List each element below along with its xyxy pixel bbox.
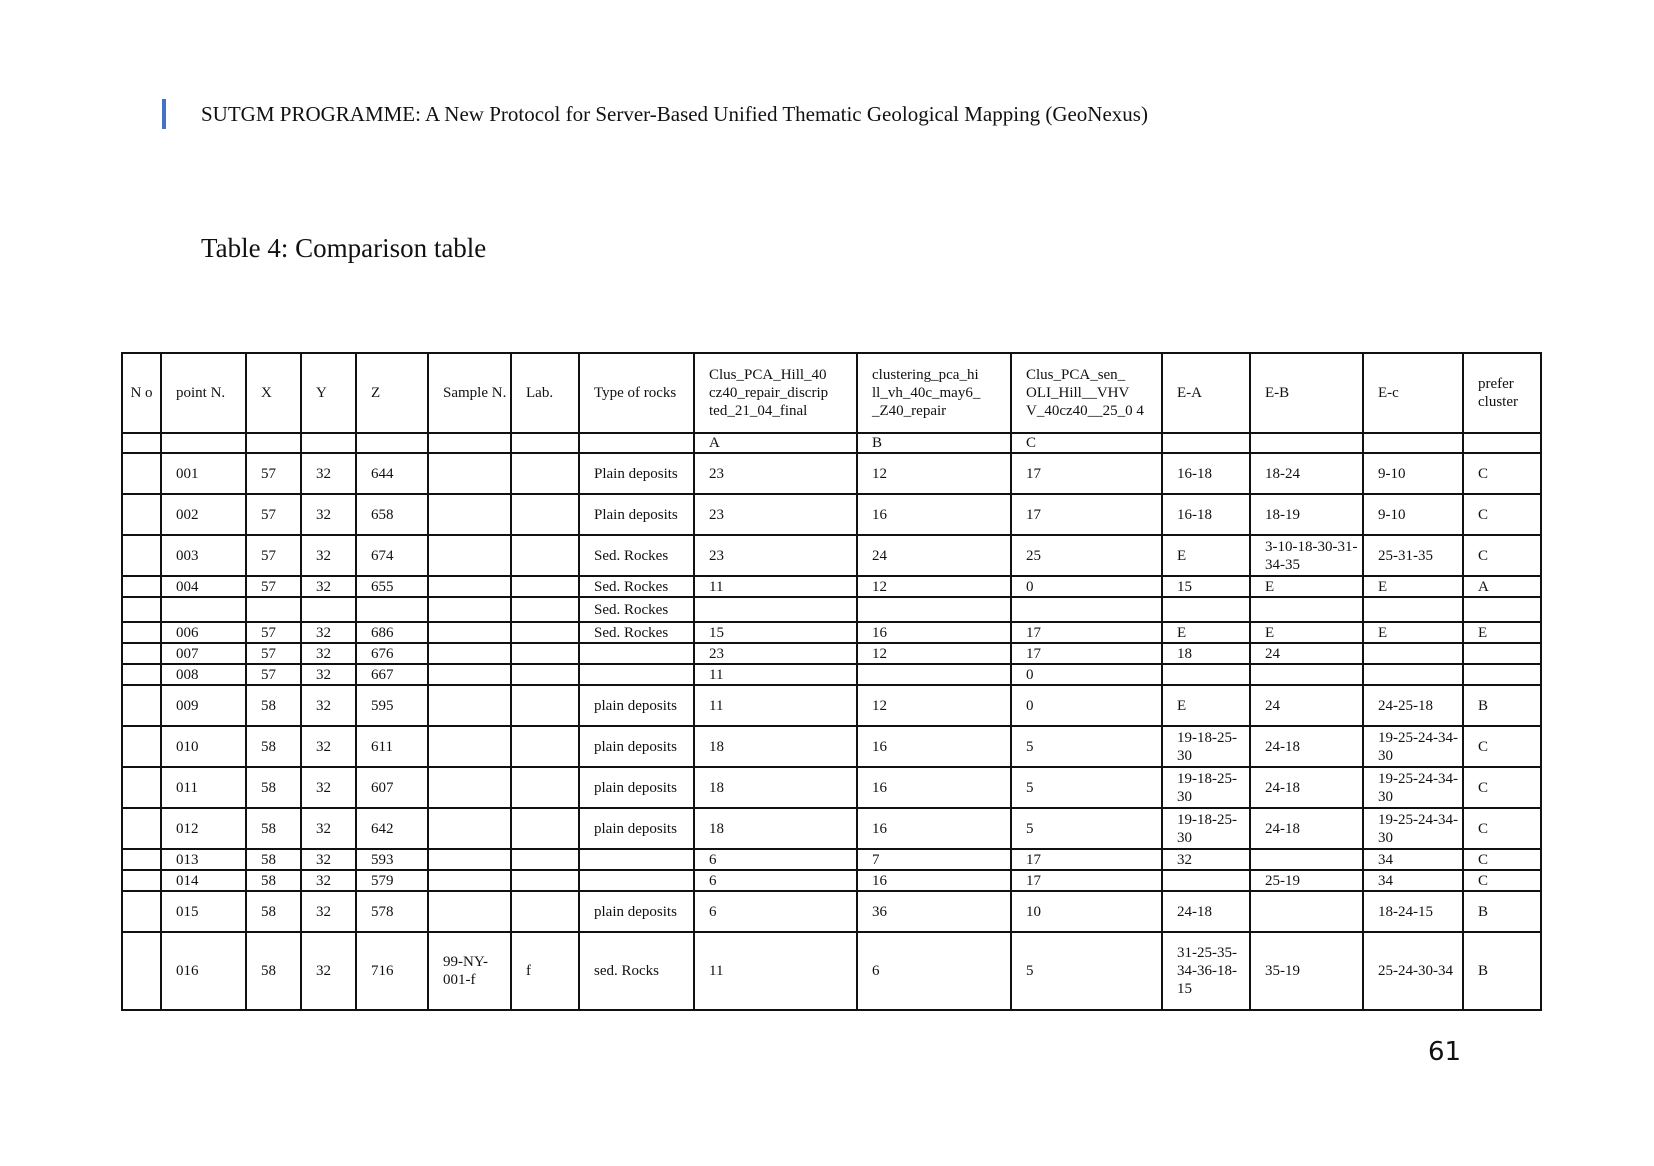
cell-type: sed. Rocks <box>579 932 694 1010</box>
cell-eb: 24 <box>1250 643 1363 664</box>
cell-lab <box>511 767 579 808</box>
cell-lab <box>511 597 579 622</box>
cell-point: 003 <box>161 535 246 576</box>
cell-point: 013 <box>161 849 246 870</box>
cell-a: 23 <box>694 494 857 535</box>
cell-x: 57 <box>246 535 301 576</box>
cell-b: 16 <box>857 767 1011 808</box>
cell-eb: 3-10-18-30-31-34-35 <box>1250 535 1363 576</box>
cell-x: 57 <box>246 576 301 597</box>
cell-a <box>694 597 857 622</box>
cell-type: plain deposits <box>579 685 694 726</box>
cell-b: 16 <box>857 870 1011 891</box>
cell-prefer: C <box>1463 535 1541 576</box>
cell-b: 16 <box>857 622 1011 643</box>
cell-c: 0 <box>1011 685 1162 726</box>
cell-lab <box>511 808 579 849</box>
cell-b <box>857 597 1011 622</box>
cell-c: 5 <box>1011 932 1162 1010</box>
cell-ea: 19-18-25-30 <box>1162 726 1250 767</box>
column-header-type: Type of rocks <box>579 353 694 433</box>
table-row <box>122 726 1541 767</box>
cell-lab <box>511 643 579 664</box>
table-header-row <box>122 353 1541 433</box>
cell-y: 32 <box>301 494 356 535</box>
cell-b: 12 <box>857 643 1011 664</box>
cell-no <box>122 664 161 685</box>
table-row <box>122 891 1541 932</box>
cell-x: 58 <box>246 849 301 870</box>
cell-b: 16 <box>857 494 1011 535</box>
cell-eb: 24 <box>1250 685 1363 726</box>
cell-lab <box>511 726 579 767</box>
cell-b: 16 <box>857 808 1011 849</box>
running-header: SUTGM PROGRAMME: A New Protocol for Server-Based Unified Thematic Geological Mapping (GeoNexus) <box>201 102 1148 126</box>
cell-ea <box>1162 597 1250 622</box>
cell-y: 32 <box>301 870 356 891</box>
cell-ec: 25-24-30-34 <box>1363 932 1463 1010</box>
cell-z: 655 <box>356 576 428 597</box>
cell-sample <box>428 453 511 494</box>
table-row <box>122 576 1541 597</box>
cell-type: plain deposits <box>579 726 694 767</box>
cell-ec: 34 <box>1363 870 1463 891</box>
cell-ea: 15 <box>1162 576 1250 597</box>
table-row <box>122 767 1541 808</box>
cell-ea: E <box>1162 685 1250 726</box>
cell-prefer: A <box>1463 576 1541 597</box>
cell-eb: 18-19 <box>1250 494 1363 535</box>
cell-sample <box>428 535 511 576</box>
column-header-x: X <box>246 353 301 433</box>
cell-x: 58 <box>246 870 301 891</box>
cell-sample <box>428 664 511 685</box>
column-header-cluster-b: clustering_pca_hi ll_vh_40c_may6_ _Z40_repair <box>857 353 1011 433</box>
column-header-cluster-c: Clus_PCA_sen_ OLI_Hill__VHV V_40cz40__25_0 4 <box>1011 353 1162 433</box>
cell-y: 32 <box>301 767 356 808</box>
table-body <box>122 453 1541 1010</box>
cell-no <box>122 932 161 1010</box>
cell-y: 32 <box>301 664 356 685</box>
table-row <box>122 643 1541 664</box>
cell-x: 58 <box>246 808 301 849</box>
cell-ea: 32 <box>1162 849 1250 870</box>
cell-no <box>122 767 161 808</box>
cell-ea: E <box>1162 535 1250 576</box>
cell-lab <box>511 494 579 535</box>
table-row <box>122 453 1541 494</box>
cell-point: 011 <box>161 767 246 808</box>
cell-prefer: B <box>1463 685 1541 726</box>
cell-point: 012 <box>161 808 246 849</box>
cell-sample <box>428 870 511 891</box>
cell-sample <box>428 597 511 622</box>
cell-c: 10 <box>1011 891 1162 932</box>
cell-x <box>246 597 301 622</box>
cell-ea: 19-18-25-30 <box>1162 767 1250 808</box>
cell-prefer: C <box>1463 494 1541 535</box>
cell-point: 010 <box>161 726 246 767</box>
cell-type <box>579 849 694 870</box>
table-row <box>122 849 1541 870</box>
cell-x: 58 <box>246 726 301 767</box>
cell-no <box>122 891 161 932</box>
table-caption: Table 4: Comparison table <box>201 233 487 263</box>
cell-a: 18 <box>694 726 857 767</box>
cell-sample <box>428 891 511 932</box>
cell-no <box>122 597 161 622</box>
cell-b: 24 <box>857 535 1011 576</box>
cell-no <box>122 849 161 870</box>
cell-a: 11 <box>694 685 857 726</box>
cell-ec: 9-10 <box>1363 453 1463 494</box>
cluster-label-b: B <box>857 433 1011 453</box>
cell-prefer: C <box>1463 808 1541 849</box>
cell-sample <box>428 622 511 643</box>
column-header-e-b: E-B <box>1250 353 1363 433</box>
cell-point: 001 <box>161 453 246 494</box>
cell-prefer: B <box>1463 932 1541 1010</box>
cell-y: 32 <box>301 685 356 726</box>
cell-sample: 99-NY-001-f <box>428 932 511 1010</box>
page-number: 61 <box>1428 1037 1462 1067</box>
cell-eb: 18-24 <box>1250 453 1363 494</box>
cell-ea: 16-18 <box>1162 453 1250 494</box>
cell-type: Sed. Rockes <box>579 576 694 597</box>
cell-z: 674 <box>356 535 428 576</box>
cell-x: 57 <box>246 643 301 664</box>
cell-ec: 18-24-15 <box>1363 891 1463 932</box>
cell-b: 12 <box>857 576 1011 597</box>
cell-type <box>579 643 694 664</box>
column-header-e-a: E-A <box>1162 353 1250 433</box>
cell-b: 7 <box>857 849 1011 870</box>
cell-eb: 25-19 <box>1250 870 1363 891</box>
cell-a: 6 <box>694 891 857 932</box>
cell-y: 32 <box>301 576 356 597</box>
cell-x: 57 <box>246 622 301 643</box>
cell-y: 32 <box>301 453 356 494</box>
cell-x: 58 <box>246 767 301 808</box>
cell-type: Sed. Rockes <box>579 535 694 576</box>
cluster-label-row <box>122 433 1541 453</box>
cell-prefer <box>1463 664 1541 685</box>
cell-no <box>122 726 161 767</box>
cell-ec: 19-25-24-34-30 <box>1363 726 1463 767</box>
cell-no <box>122 494 161 535</box>
cell-ec <box>1363 664 1463 685</box>
cell-z: 642 <box>356 808 428 849</box>
cell-point: 016 <box>161 932 246 1010</box>
cell-c: 17 <box>1011 643 1162 664</box>
cell-eb <box>1250 891 1363 932</box>
cell-x: 58 <box>246 685 301 726</box>
cell-c: 17 <box>1011 494 1162 535</box>
cell-type: plain deposits <box>579 767 694 808</box>
cell-eb <box>1250 849 1363 870</box>
cell-ea <box>1162 664 1250 685</box>
cell-no <box>122 453 161 494</box>
cell-ec: 19-25-24-34-30 <box>1363 808 1463 849</box>
column-header-z: Z <box>356 353 428 433</box>
cell-z: 658 <box>356 494 428 535</box>
cell-y: 32 <box>301 849 356 870</box>
cell-c: 25 <box>1011 535 1162 576</box>
cell-a: 11 <box>694 576 857 597</box>
cluster-label-c: C <box>1011 433 1162 453</box>
cell-point: 015 <box>161 891 246 932</box>
cell-prefer: C <box>1463 726 1541 767</box>
cell-eb: 35-19 <box>1250 932 1363 1010</box>
cell-point: 008 <box>161 664 246 685</box>
cell-prefer: C <box>1463 870 1541 891</box>
cell-ea: 16-18 <box>1162 494 1250 535</box>
comparison-table <box>121 352 1542 1011</box>
cell-prefer <box>1463 597 1541 622</box>
cell-ec: 9-10 <box>1363 494 1463 535</box>
cell-lab <box>511 576 579 597</box>
cell-no <box>122 535 161 576</box>
cell-y: 32 <box>301 643 356 664</box>
cell-a: 23 <box>694 453 857 494</box>
table-row <box>122 808 1541 849</box>
cell-lab <box>511 664 579 685</box>
cell-y <box>301 597 356 622</box>
cell-z: 716 <box>356 932 428 1010</box>
cell-sample <box>428 576 511 597</box>
cell-no <box>122 808 161 849</box>
cell-lab <box>511 685 579 726</box>
cell-sample <box>428 643 511 664</box>
cell-lab: f <box>511 932 579 1010</box>
cell-z <box>356 597 428 622</box>
column-header-sample: Sample N. <box>428 353 511 433</box>
cell-y: 32 <box>301 932 356 1010</box>
cell-y: 32 <box>301 535 356 576</box>
cell-c: 5 <box>1011 726 1162 767</box>
cell-type <box>579 870 694 891</box>
cluster-label-a: A <box>694 433 857 453</box>
cell-prefer <box>1463 643 1541 664</box>
cell-lab <box>511 891 579 932</box>
cell-b <box>857 664 1011 685</box>
cell-x: 58 <box>246 891 301 932</box>
cell-z: 579 <box>356 870 428 891</box>
cell-sample <box>428 494 511 535</box>
table-row <box>122 622 1541 643</box>
cell-b: 12 <box>857 453 1011 494</box>
cell-lab <box>511 535 579 576</box>
cell-type: Sed. Rockes <box>579 622 694 643</box>
cell-y: 32 <box>301 622 356 643</box>
cell-z: 595 <box>356 685 428 726</box>
cell-eb: 24-18 <box>1250 726 1363 767</box>
cell-z: 607 <box>356 767 428 808</box>
cell-c: 5 <box>1011 808 1162 849</box>
cell-c: 5 <box>1011 767 1162 808</box>
cell-x: 57 <box>246 494 301 535</box>
cell-ec: E <box>1363 576 1463 597</box>
table-row <box>122 932 1541 1010</box>
cell-eb: 24-18 <box>1250 767 1363 808</box>
cell-c: 17 <box>1011 870 1162 891</box>
cell-no <box>122 643 161 664</box>
cell-ec: 25-31-35 <box>1363 535 1463 576</box>
cell-a: 11 <box>694 664 857 685</box>
table-row <box>122 535 1541 576</box>
cell-b: 16 <box>857 726 1011 767</box>
column-header-prefer: prefer cluster <box>1463 353 1541 433</box>
cell-a: 23 <box>694 643 857 664</box>
cell-ec <box>1363 643 1463 664</box>
cell-ea: 24-18 <box>1162 891 1250 932</box>
column-header-e-c: E-c <box>1363 353 1463 433</box>
cell-lab <box>511 849 579 870</box>
cell-ec: E <box>1363 622 1463 643</box>
cell-ea: 19-18-25-30 <box>1162 808 1250 849</box>
cell-eb: 24-18 <box>1250 808 1363 849</box>
cell-eb: E <box>1250 576 1363 597</box>
cell-lab <box>511 870 579 891</box>
cell-ea: 18 <box>1162 643 1250 664</box>
cell-type: Plain deposits <box>579 453 694 494</box>
cell-type: Sed. Rockes <box>579 597 694 622</box>
cell-c <box>1011 597 1162 622</box>
cell-prefer: E <box>1463 622 1541 643</box>
table-row <box>122 597 1541 622</box>
cell-a: 6 <box>694 870 857 891</box>
cell-prefer: C <box>1463 849 1541 870</box>
cell-ec <box>1363 597 1463 622</box>
cell-lab <box>511 622 579 643</box>
cell-ec: 19-25-24-34-30 <box>1363 767 1463 808</box>
cell-point: 006 <box>161 622 246 643</box>
cell-sample <box>428 685 511 726</box>
cell-point: 002 <box>161 494 246 535</box>
column-header-lab: Lab. <box>511 353 579 433</box>
cell-type: Plain deposits <box>579 494 694 535</box>
cell-no <box>122 870 161 891</box>
cell-z: 644 <box>356 453 428 494</box>
cell-y: 32 <box>301 726 356 767</box>
cell-lab <box>511 453 579 494</box>
cell-no <box>122 685 161 726</box>
cell-sample <box>428 849 511 870</box>
cell-a: 18 <box>694 767 857 808</box>
cell-point: 009 <box>161 685 246 726</box>
cell-c: 0 <box>1011 664 1162 685</box>
cell-sample <box>428 808 511 849</box>
cell-eb: E <box>1250 622 1363 643</box>
column-header-y: Y <box>301 353 356 433</box>
cell-no <box>122 622 161 643</box>
column-header-cluster-a: Clus_PCA_Hill_40 cz40_repair_discrip ted_21_04_final <box>694 353 857 433</box>
cell-z: 578 <box>356 891 428 932</box>
cell-z: 686 <box>356 622 428 643</box>
column-header-point: point N. <box>161 353 246 433</box>
cell-point: 007 <box>161 643 246 664</box>
header-accent-bar <box>162 99 166 129</box>
cell-point: 004 <box>161 576 246 597</box>
cell-prefer: C <box>1463 767 1541 808</box>
cell-ec: 24-25-18 <box>1363 685 1463 726</box>
cell-type: plain deposits <box>579 891 694 932</box>
cell-sample <box>428 726 511 767</box>
cell-sample <box>428 767 511 808</box>
cell-type: plain deposits <box>579 808 694 849</box>
cell-eb <box>1250 664 1363 685</box>
cell-z: 611 <box>356 726 428 767</box>
cell-point <box>161 597 246 622</box>
cell-c: 0 <box>1011 576 1162 597</box>
cell-point: 014 <box>161 870 246 891</box>
cell-y: 32 <box>301 891 356 932</box>
cell-x: 57 <box>246 664 301 685</box>
cell-ea <box>1162 870 1250 891</box>
table-row <box>122 664 1541 685</box>
table-row <box>122 685 1541 726</box>
cell-b: 6 <box>857 932 1011 1010</box>
cell-b: 12 <box>857 685 1011 726</box>
cell-prefer: C <box>1463 453 1541 494</box>
cell-ea: 31-25-35-34-36-18-15 <box>1162 932 1250 1010</box>
cell-y: 32 <box>301 808 356 849</box>
cell-x: 57 <box>246 453 301 494</box>
cell-no <box>122 576 161 597</box>
cell-type <box>579 664 694 685</box>
cell-a: 23 <box>694 535 857 576</box>
cell-eb <box>1250 597 1363 622</box>
cell-a: 6 <box>694 849 857 870</box>
cell-b: 36 <box>857 891 1011 932</box>
table-row <box>122 494 1541 535</box>
cell-c: 17 <box>1011 849 1162 870</box>
column-header-no: N o <box>122 353 161 433</box>
cell-ea: E <box>1162 622 1250 643</box>
cell-prefer: B <box>1463 891 1541 932</box>
cell-a: 15 <box>694 622 857 643</box>
table-row <box>122 870 1541 891</box>
cell-x: 58 <box>246 932 301 1010</box>
cell-ec: 34 <box>1363 849 1463 870</box>
cell-z: 676 <box>356 643 428 664</box>
cell-z: 593 <box>356 849 428 870</box>
cell-a: 11 <box>694 932 857 1010</box>
cell-c: 17 <box>1011 622 1162 643</box>
cell-c: 17 <box>1011 453 1162 494</box>
cell-z: 667 <box>356 664 428 685</box>
cell-a: 18 <box>694 808 857 849</box>
